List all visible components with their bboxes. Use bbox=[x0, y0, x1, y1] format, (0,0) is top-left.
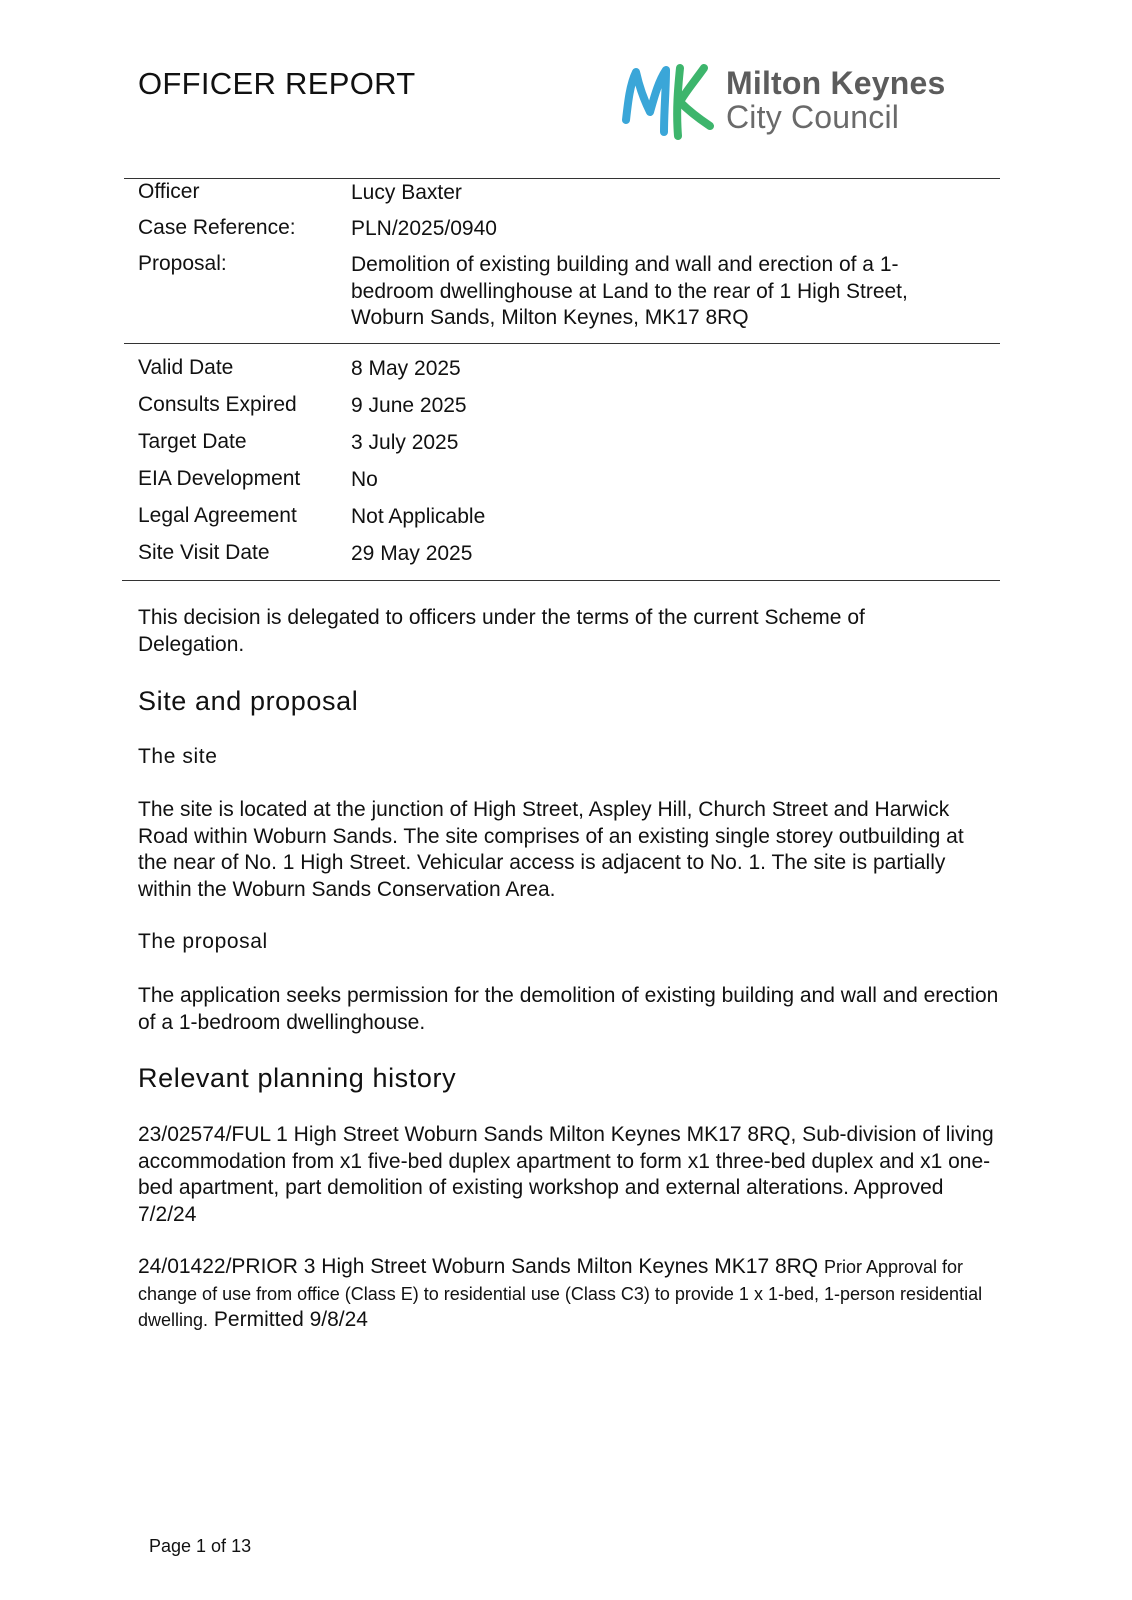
delegation-statement: This decision is delegated to officers under the terms of the current Scheme of Delegation. bbox=[138, 606, 865, 656]
detail-label: Valid Date bbox=[138, 356, 234, 379]
divider-middle bbox=[124, 343, 1000, 344]
history-item-reference: 24/01422/PRIOR 3 High Street Woburn Sands Milton Keynes MK17 8RQ bbox=[138, 1255, 819, 1278]
detail-value: No bbox=[351, 468, 378, 491]
logo-subtitle: City Council bbox=[726, 99, 900, 135]
proposal-description: The application seeks permission for the demolition of existing building and wall and erection of a 1-bedroom dwellinghouse. bbox=[138, 984, 999, 1034]
report-title: OFFICER REPORT bbox=[138, 66, 416, 101]
detail-label: Site Visit Date bbox=[138, 541, 270, 564]
subheading-the-proposal: The proposal bbox=[138, 930, 268, 953]
council-logo bbox=[620, 62, 1000, 142]
detail-value: PLN/2025/0940 bbox=[351, 217, 497, 240]
mk-logo-icon bbox=[620, 62, 720, 142]
logo-wordmark bbox=[726, 66, 946, 134]
history-item bbox=[138, 1254, 990, 1334]
detail-value: Demolition of existing building and wall and erection of a 1-bedroom dwellinghouse at Land to the rear of 1 High Street, Woburn Sands, Milton Keynes, MK17 8RQ bbox=[351, 253, 908, 329]
detail-value: 9 June 2025 bbox=[351, 394, 467, 417]
detail-label: Target Date bbox=[138, 430, 247, 453]
section-heading-site-and-proposal: Site and proposal bbox=[138, 686, 359, 716]
detail-value: Lucy Baxter bbox=[351, 181, 462, 204]
page-number: Page 1 of 13 bbox=[149, 1536, 252, 1556]
detail-value: 3 July 2025 bbox=[351, 431, 459, 454]
subheading-the-site: The site bbox=[138, 745, 218, 768]
site-description: The site is located at the junction of High Street, Aspley Hill, Church Street and Harwick Road within Woburn Sands. The site comprises of an existing single storey outbuilding at the near of No. 1 High Street. Vehicular access is adjacent to No. 1. The site is partially within the Woburn Sands Conservation Area. bbox=[138, 798, 964, 901]
detail-value: 29 May 2025 bbox=[351, 542, 473, 565]
history-item-result: Permitted 9/8/24 bbox=[213, 1308, 368, 1331]
detail-label: Officer bbox=[138, 180, 200, 203]
detail-label: Case Reference: bbox=[138, 216, 296, 239]
history-item-description: Prior Approval for change of use from office (Class E) to residential use (Class C3) to provide 1 x 1-bed, 1-person residential dwelling. bbox=[138, 1257, 983, 1330]
detail-label: Consults Expired bbox=[138, 393, 297, 416]
detail-label: Proposal: bbox=[138, 252, 227, 275]
detail-label: EIA Development bbox=[138, 467, 301, 490]
detail-value: Not Applicable bbox=[351, 505, 486, 528]
detail-label: Legal Agreement bbox=[138, 504, 297, 527]
divider-top bbox=[124, 178, 1000, 179]
history-item: 23/02574/FUL 1 High Street Woburn Sands Milton Keynes MK17 8RQ, Sub-division of living accommodation from x1 five-bed duplex apartment to form x1 three-bed duplex and x1 one-bed apartment, part demolition of existing workshop and external alterations. Approved 7/2/24 bbox=[138, 1123, 994, 1226]
detail-value: 8 May 2025 bbox=[351, 357, 461, 380]
divider-bottom bbox=[122, 580, 1000, 581]
section-heading-planning-history: Relevant planning history bbox=[138, 1063, 457, 1093]
logo-name: Milton Keynes bbox=[726, 65, 946, 101]
